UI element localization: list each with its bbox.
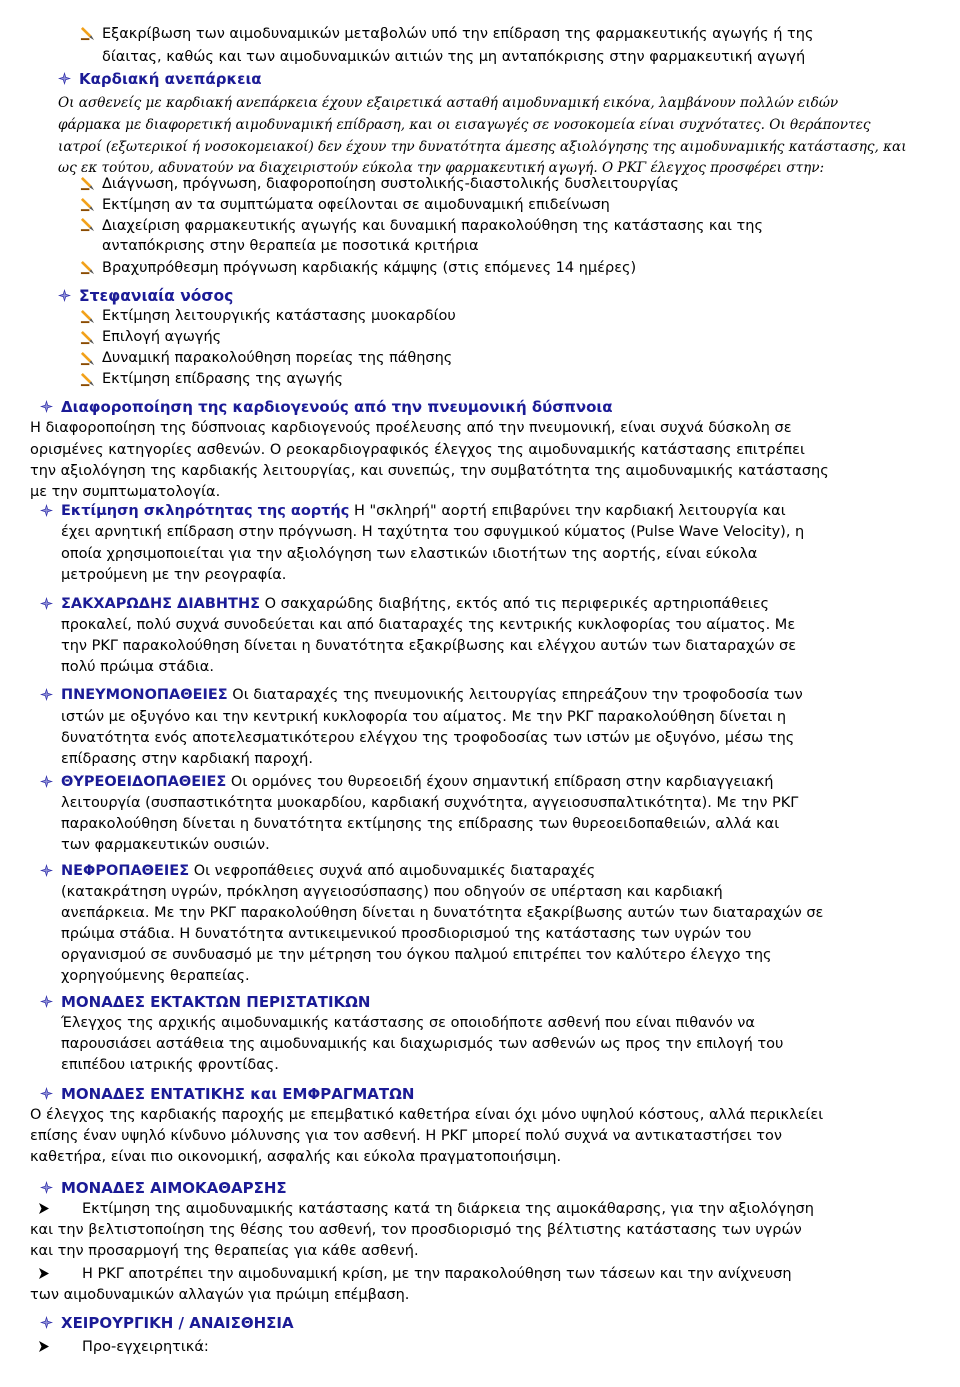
pencil-bullet-icon xyxy=(80,176,95,191)
section-heading-heart-failure: Καρδιακή ανεπάρκεια xyxy=(79,70,262,88)
pencil-bullet-icon xyxy=(80,217,95,232)
section-heading-dialysis: ΜΟΝΑΔΕΣ ΑΙΜΟΚΑΘΑΡΣΗΣ xyxy=(61,1179,287,1197)
kidney-line: Οι νεφροπάθειες συχνά από αιμοδυναμικές διαταραχές xyxy=(189,863,596,879)
pencil-bullet-icon xyxy=(80,351,95,366)
section-heading-dyspnea: Διαφοροποίηση της καρδιογενούς από την πνευμονική δύσπνοια xyxy=(61,398,613,416)
dyspnea-line: ορισμένες κατηγορίες ασθενών. Ο ρεοκαρδιογραφικός έλεγχος της αιμοδυναμικής κατάστασης επιτρέπει xyxy=(30,442,805,458)
heart-failure-item: Διάγνωση, πρόγνωση, διαφοροποίηση συστολικής-διαστολικής δυσλειτουργίας xyxy=(102,176,679,192)
thyroid-line: των φαρμακευτικών ουσιών. xyxy=(61,837,270,853)
dyspnea-line: με την συμπτωματολογία. xyxy=(30,484,221,500)
dyspnea-line: Η διαφοροποίηση της δύσπνοιας καρδιογενούς προέλευσης από την πνευμονική, είναι συχνά δύσκολη σε xyxy=(30,420,792,436)
heart-failure-item: Βραχυπρόθεσμη πρόγνωση καρδιακής κάμψης (στις επόμενες 14 ημέρες) xyxy=(102,260,637,276)
dyspnea-line: την αξιολόγηση της καρδιακής λειτουργίας, και συνεπώς, την συμβατότητα της αιμοδυναμικής κατάστασης xyxy=(30,463,829,479)
icu-line: καθετήρα, είναι πιο οικονομική, ασφαλής και εύκολα πραγματοποιήσιμη. xyxy=(30,1149,562,1165)
heart-failure-item: Διαχείριση φαρμακευτικής αγωγής και δυναμική παρακολούθηση της κατάστασης και της xyxy=(102,218,763,234)
thyroid-line: Οι ορμόνες του θυρεοειδή έχουν σημαντική επίδραση στην καρδιαγγειακή xyxy=(226,774,774,790)
icu-line: Ο έλεγχος της καρδιακής παροχής με επεμβατικό καθετήρα είναι όχι μόνο υψηλού κόστους, αλλά περικλείει xyxy=(30,1107,824,1123)
star-bullet-icon xyxy=(58,72,71,85)
aorta-first-line xyxy=(61,501,786,521)
pencil-bullet-icon xyxy=(80,260,95,275)
section-heading-icu: ΜΟΝΑΔΕΣ ΕΝΤΑΤΙΚΗΣ και ΕΜΦΡΑΓΜΑΤΩΝ xyxy=(61,1085,415,1103)
aorta-line: οποία χρησιμοποιείται για την αξιολόγηση των ελαστικών ιδιοτήτων της αορτής, είναι εύκολα xyxy=(61,546,758,562)
kidney-line: ανεπάρκεια. Με την ΡΚΓ παρακολούθηση δίνεται η δυνατότητα εξακρίβωσης αυτών των διαταραχών σε xyxy=(61,905,824,921)
star-bullet-icon xyxy=(58,289,71,302)
arrow-bullet-icon xyxy=(38,1202,50,1215)
lung-line: Οι διαταραχές της πνευμονικής λειτουργίας επηρεάζουν την τροφοδοσία των xyxy=(227,687,803,703)
section-heading-coronary: Στεφανιαία νόσος xyxy=(79,287,234,305)
section-heading-lung: ΠΝΕΥΜΟΝΟΠΑΘΕΙΕΣ xyxy=(61,687,228,703)
heart-failure-line: ως εκ τούτου, αδυνατούν να διαχειριστούν εύκολα την φαρμακευτική αγωγή. Ο ΡΚΓ έλεγχος προσφέρει στην: xyxy=(58,160,825,176)
aorta-line: έχει αρνητική επίδραση στην πρόγνωση. Η ταχύτητα του σφυγμικού κύματος (Pulse Wave Velocity), η xyxy=(61,524,805,540)
arrow-bullet-icon xyxy=(38,1340,50,1353)
dialysis-item-line: των αιμοδυναμικών αλλαγών για πρώιμη επέμβαση. xyxy=(30,1287,410,1303)
diabetes-line: την ΡΚΓ παρακολούθηση δίνεται η δυνατότητα εξακρίβωσης και ελέγχου αυτών των διαταραχών σε xyxy=(61,638,797,654)
dialysis-item-line: Η ΡΚΓ αποτρέπει την αιμοδυναμική κρίση, με την παρακολούθηση των τάσεων και την ανίχνευση xyxy=(82,1266,792,1282)
pencil-bullet-icon xyxy=(80,330,95,345)
star-bullet-icon xyxy=(40,864,53,877)
dialysis-item-line: και την προσαρμογή της θεραπείας για κάθε ασθενή. xyxy=(30,1243,419,1259)
thyroid-first-line xyxy=(61,772,773,792)
star-bullet-icon xyxy=(40,1181,53,1194)
thyroid-line: παρακολούθηση δίνεται η δυνατότητα εκτίμησης της επίδρασης των θυρεοειδοπαθειών, αλλά και xyxy=(61,816,780,832)
star-bullet-icon xyxy=(40,688,53,701)
thyroid-line: λειτουργία (συσπαστικότητα μυοκαρδίου, καρδιακή συχνότητα, αγγειοσυσπαλτικότητα). Με την ΡΚΓ xyxy=(61,795,799,811)
section-heading-aorta: Εκτίμηση σκληρότητας της αορτής xyxy=(61,503,350,519)
intro-line: δίαιτας, καθώς και των αιμοδυναμικών αιτιών της μη ανταπόκρισης στην φαρμακευτική αγωγή xyxy=(102,49,806,65)
lung-line: επίδρασης στην καρδιακή παροχή. xyxy=(61,751,313,767)
coronary-item: Επιλογή αγωγής xyxy=(102,329,222,345)
aorta-line: Η "σκληρή" αορτή επιβαρύνει την καρδιακή λειτουργία και xyxy=(349,503,786,519)
kidney-line: χορηγούμενης θεραπείας. xyxy=(61,968,250,984)
pencil-bullet-icon xyxy=(80,26,95,41)
lung-line: δυνατότητα ενός αποτελεσματικότερου ελέγχου της τροφοδοσίας των ιστών με οξυγόνο, μέσω της xyxy=(61,730,795,746)
heart-failure-line: Οι ασθενείς με καρδιακή ανεπάρκεια έχουν εξαιρετικά ασταθή αιμοδυναμική εικόνα, λαμβάνουν πολλών ειδών xyxy=(58,95,839,111)
intro-line: Εξακρίβωση των αιμοδυναμικών μεταβολών υπό την επίδραση της φαρμακευτικής αγωγής ή της xyxy=(102,26,814,42)
kidney-line: οργανισμού σε συνδυασμό με την μέτρηση του όγκου παλμού επιτρέπει τον καλύτερο έλεγχο της xyxy=(61,947,772,963)
kidney-line: (κατακράτηση υγρών, πρόκληση αγγειοσύσπασης) που οδηγούν σε υπέρταση και καρδιακή xyxy=(61,884,723,900)
heart-failure-line: φάρμακα με διαφορετική αιμοδυναμική επίδραση, και οι εισαγωγές σε νοσοκομεία είναι συχνότατες. Οι θεράποντες xyxy=(58,117,871,133)
diabetes-line: πολύ πρώιμα στάδια. xyxy=(61,659,214,675)
star-bullet-icon xyxy=(40,400,53,413)
section-heading-surgery: ΧΕΙΡΟΥΡΓΙΚΗ / ΑΝΑΙΣΘΗΣΙΑ xyxy=(61,1314,294,1332)
dialysis-item-line: Εκτίμηση της αιμοδυναμικής κατάστασης κατά τη διάρκεια της αιμοκάθαρσης, για την αξιολόγηση xyxy=(82,1201,814,1217)
pencil-bullet-icon xyxy=(80,197,95,212)
kidney-first-line xyxy=(61,861,595,881)
heart-failure-item-cont: ανταπόκρισης στην θεραπεία με ποσοτικά κριτήρια xyxy=(102,238,479,254)
star-bullet-icon xyxy=(40,597,53,610)
section-heading-emergency: ΜΟΝΑΔΕΣ ΕΚΤΑΚΤΩΝ ΠΕΡΙΣΤΑΤΙΚΩΝ xyxy=(61,993,371,1011)
heart-failure-item: Εκτίμηση αν τα συμπτώματα οφείλονται σε αιμοδυναμική επιδείνωση xyxy=(102,197,610,213)
diabetes-line: Ο σακχαρώδης διαβήτης, εκτός από τις περιφερικές αρτηριοπάθειες xyxy=(260,596,770,612)
section-heading-thyroid: ΘΥΡΕΟΕΙΔΟΠΑΘΕΙΕΣ xyxy=(61,774,227,790)
lung-first-line xyxy=(61,685,803,705)
star-bullet-icon xyxy=(40,504,53,517)
icu-line: επίσης έναν υψηλό κίνδυνο μόλυνσης για τον ασθενή. Η ΡΚΓ μπορεί πολύ συχνά να αντικαταστήσει τον xyxy=(30,1128,782,1144)
surgery-item-line: Προ-εγχειρητικά: xyxy=(82,1339,209,1355)
coronary-item: Εκτίμηση επίδρασης της αγωγής xyxy=(102,371,343,387)
aorta-line: μετρούμενη με την ρεογραφία. xyxy=(61,567,287,583)
emergency-line: επιπέδου ιατρικής φροντίδας. xyxy=(61,1057,279,1073)
coronary-item: Δυναμική παρακολούθηση πορείας της πάθησης xyxy=(102,350,453,366)
diabetes-line: προκαλεί, πολύ συχνά συνοδεύεται και από διαταραχές της κεντρικής κυκλοφορίας του αίματος. Με xyxy=(61,617,796,633)
section-heading-kidney: ΝΕΦΡΟΠΑΘΕΙΕΣ xyxy=(61,863,190,879)
coronary-item: Εκτίμηση λειτουργικής κατάστασης μυοκαρδίου xyxy=(102,308,456,324)
arrow-bullet-icon xyxy=(38,1267,50,1280)
section-heading-diabetes: ΣΑΚΧΑΡΩΔΗΣ ΔΙΑΒΗΤΗΣ xyxy=(61,596,260,612)
star-bullet-icon xyxy=(40,1316,53,1329)
lung-line: ιστών με οξυγόνο και την κεντρική κυκλοφορία του αίματος. Με την ΡΚΓ παρακολούθηση δίνεται η xyxy=(61,709,787,725)
diabetes-first-line xyxy=(61,594,769,614)
emergency-line: Έλεγχος της αρχικής αιμοδυναμικής κατάστασης σε οποιοδήποτε ασθενή που είναι πιθανόν να xyxy=(61,1015,755,1031)
emergency-line: παρουσιάσει αστάθεια της αιμοδυναμικής και διαχωρισμός των ασθενών ως προς την επιλογή του xyxy=(61,1036,784,1052)
pencil-bullet-icon xyxy=(80,372,95,387)
star-bullet-icon xyxy=(40,995,53,1008)
star-bullet-icon xyxy=(40,775,53,788)
star-bullet-icon xyxy=(40,1087,53,1100)
pencil-bullet-icon xyxy=(80,309,95,324)
dialysis-item-line: και την βελτιστοποίηση της θέσης του ασθενή, τον προσδιορισμό της βέλτιστης κατάστασης των υγρών xyxy=(30,1222,802,1238)
heart-failure-line: ιατροί (εξωτερικοί ή νοσοκομειακοί) δεν έχουν την δυνατότητα άμεσης αξιολόγησης της αιμοδυναμικής κατάστασης, και xyxy=(58,139,907,155)
kidney-line: πρώιμα στάδια. Η δυνατότητα αντικειμενικού προσδιορισμού της κατάστασης των υγρών του xyxy=(61,926,752,942)
